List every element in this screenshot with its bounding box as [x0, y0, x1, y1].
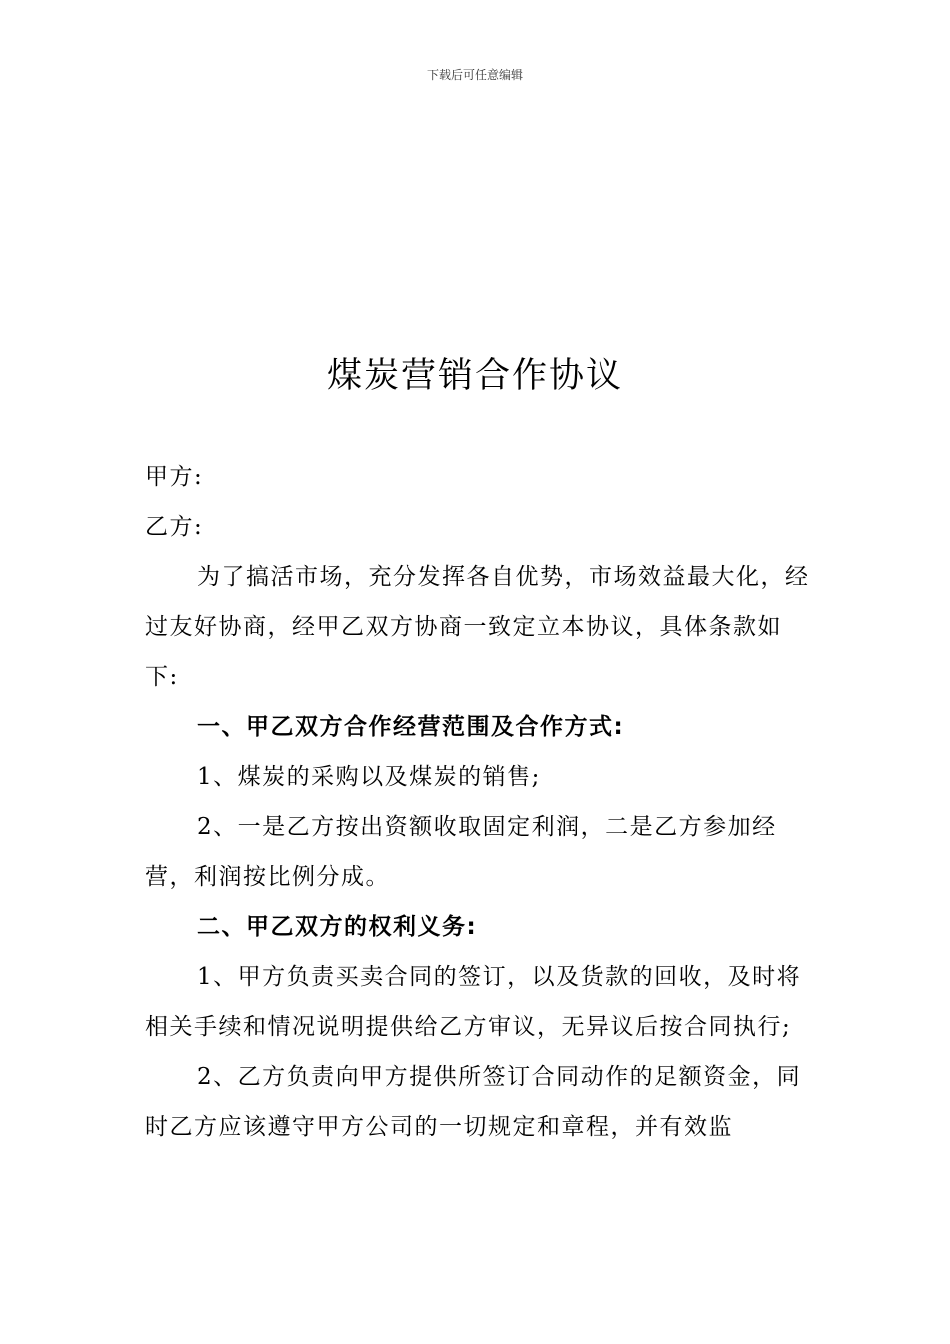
section-1-item-1: 1、煤炭的采购以及煤炭的销售; — [197, 764, 541, 790]
header-note: 下载后可任意编辑 — [426, 68, 523, 82]
party-a-label: 甲方: — [145, 464, 204, 490]
document-title: 煤炭营销合作协议 — [326, 356, 623, 396]
section-2-item-2: 2、乙方负责向甲方提供所签订合同动作的足额资金，同时乙方应该遵守甲方公司的一切规定和章程，并有效监 — [145, 1064, 802, 1140]
section-2-heading: 二、甲乙双方的权利义务: — [197, 914, 478, 940]
section-1-item-2: 2、一是乙方按出资额收取固定利润，二是乙方参加经营，利润按比例分成。 — [145, 814, 777, 890]
document-body — [145, 452, 813, 1152]
party-b-label: 乙方: — [145, 514, 204, 540]
section-1-heading: 一、甲乙双方合作经营范围及合作方式: — [197, 714, 625, 740]
section-2-item-1: 1、甲方负责买卖合同的签订，以及货款的回收，及时将相关手续和情况说明提供给乙方审议，无异议后按合同执行; — [145, 964, 802, 1040]
preamble-paragraph: 为了搞活市场，充分发挥各自优势，市场效益最大化，经过友好协商，经甲乙双方协商一致定立本协议，具体条款如下: — [145, 564, 810, 690]
